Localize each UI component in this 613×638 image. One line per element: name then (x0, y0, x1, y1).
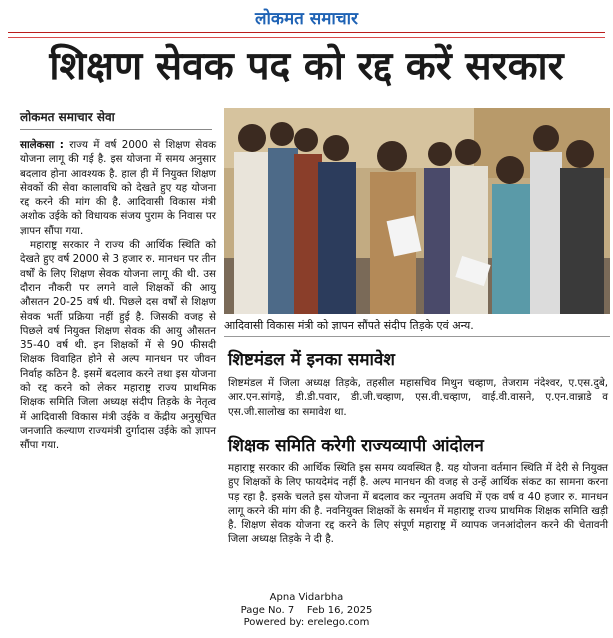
section2-text: महाराष्ट्र सरकार की आर्थिक स्थिति इस समय व्यवस्थित है. यह योजना वर्तमान स्थिति में देरी से नियुक्त हुए शिक्षकों के लिए फायदेमंद नहीं है. अल्प मानधन की वजह से उन्हें आर्थिक संकट का सामना करना पड़ रहा है. इसके चलते इस योजना में बदलाव कर न्यूनतम अवधि में एक वर्ष व 40 हजार रु. मानधन लागू करने की मांग की है. नवनियुक्त शिक्षकों के समर्थन में महाराष्ट्र राज्य प्राथमिक शिक्षक समिति खड़ी है. शिक्षण सेवक योजना रद्द करने के लिए संपूर्ण महाराष्ट्र में व्यापक जनआंदोलन करने की चेतावनी जिला अध्यक्ष तिड़के ने दी है. (228, 462, 608, 546)
section1-text: शिष्टमंडल में जिला अध्यक्ष तिड़के, तहसील महासचिव मिथुन चव्हाण, तेजराम नंदेश्वर, ए.एस.दुबे, आर.एन.सांगड़े, डी.डी.पवार, डी.जी.चव्हाण, एस.वी.चव्हाण, वाई.वी.वासने, ए.एन.वान्नाडे व एस.जी.सालोख का समावेश था. (228, 377, 608, 418)
footer-edition: Apna Vidarbha (269, 592, 344, 603)
left-column (20, 138, 216, 453)
page-footer (0, 592, 613, 630)
section2-heading: शिक्षक समिति करेगी राज्यव्यापी आंदोलन (228, 436, 484, 456)
byline-divider (20, 129, 212, 130)
left-para-1-text: राज्य में वर्ष 2000 से शिक्षण सेवक योजना लागू की गई है. इस योजना में समय अनुसार बदलाव होना आवश्यक है. हाल ही में नियुक्त शिक्षण सेवकों की सेवा कालावधि को देखते हुए यह योजना रद्द करने की मांग की है. आदिवासी विकास मंत्री अशोक उईके को विधायक संजय पुराम के निवास पर ज्ञापन सौंपा गया. (20, 139, 216, 237)
section1-heading: शिष्टमंडल में इनका समावेश (228, 350, 395, 370)
left-para-2: महाराष्ट्र सरकार ने राज्य की आर्थिक स्थिति को देखते हुए वर्ष 2000 से 3 हजार रु. मानधन पर तीन वर्षों के लिए शिक्षण सेवक योजना लागू की थी. उस दौरान नौकरी पर लगने वाले शिक्षकों की आयु औसतन 20-25 वर्ष थी. पिछले दस वर्षों से शिक्षण सेवक भर्ती प्रक्रिया नहीं हुई है. जिसकी वजह से पिछले वर्ष नियुक्त शिक्षण सेवक की आयु औसतन 35-40 वर्ष थी. इन शिक्षकों में से 90 फीसदी शिक्षक विवाहित होने से अल्प मानधन पर जीवन निर्वाह कठिन है. इसमें बदलाव करने तथा इस योजना को रद्द करने को लेकर महाराष्ट्र राज्य प्राथमिक शिक्षक समिति जिला अध्यक्ष संदीप तिड़के के नेतृत्व में आदिवासी विकास मंत्री उईके व केंद्रीय अनुसूचित जनजाति कल्याण राज्यमंत्री दुर्गादास उईके को ज्ञापन सौंपा गया. (20, 239, 216, 452)
caption-divider (224, 336, 610, 337)
dateline: सालेकसा : (20, 139, 64, 151)
top-divider-secondary (8, 37, 605, 38)
footer-powered-by: Powered by: erelego.com (243, 617, 370, 628)
footer-page-date: Page No. 7 Feb 16, 2025 (240, 604, 373, 616)
byline: लोकमत समाचार सेवा (20, 110, 115, 124)
group-photo-illustration (224, 108, 610, 314)
photo-caption: आदिवासी विकास मंत्री को ज्ञापन सौंपते संदीप तिड़के एवं अन्य. (224, 319, 474, 332)
article-headline: शिक्षण सेवक पद को रद्द करें सरकार (49, 44, 564, 89)
newspaper-masthead: लोकमत समाचार (255, 9, 358, 29)
top-divider (8, 32, 605, 33)
left-para-1 (20, 138, 216, 238)
news-photo (224, 108, 610, 314)
